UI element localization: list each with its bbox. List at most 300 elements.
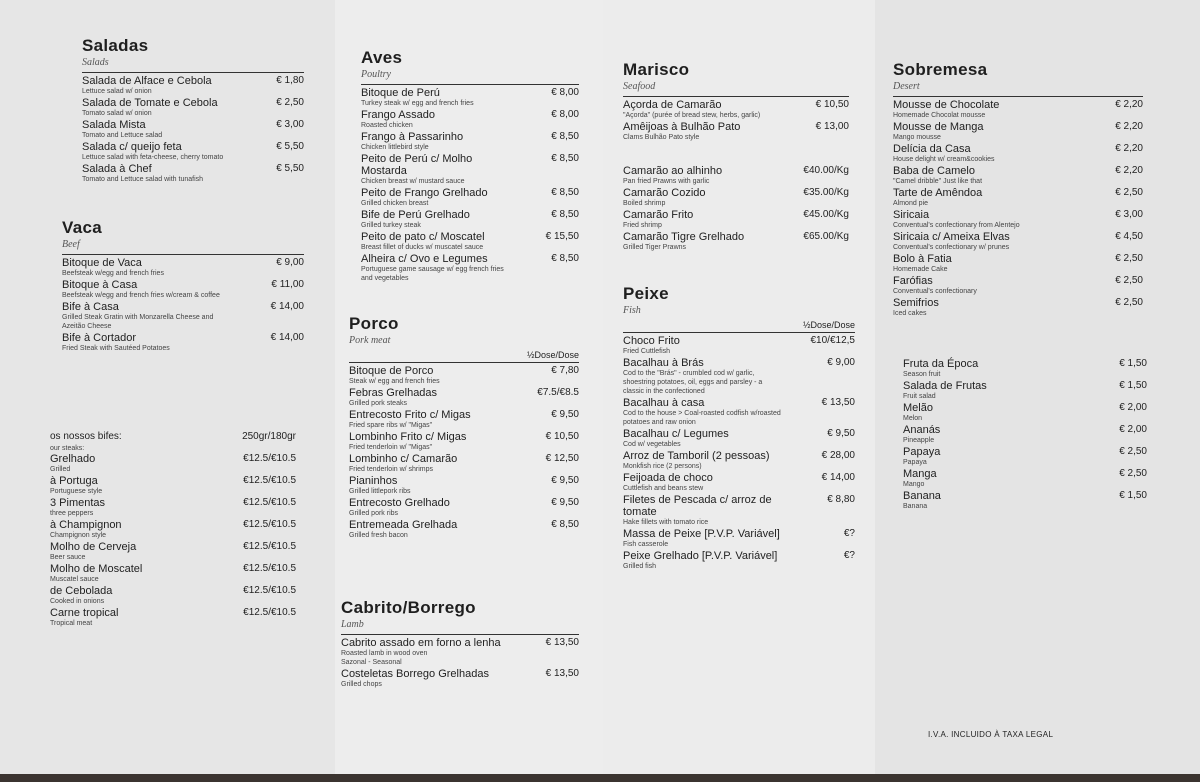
item-price: € 15,50 (545, 231, 579, 242)
item-price: €65.00/Kg (803, 231, 849, 242)
menu-item (50, 453, 296, 474)
item-description: Grilled (50, 466, 71, 473)
section-peixe (623, 284, 855, 572)
menu-item (361, 231, 579, 252)
item-price: €40.00/Kg (803, 165, 849, 176)
item-description: Roasted lamb in wood oven (341, 650, 428, 657)
item-description: Monkfish rice (2 persons) (623, 463, 702, 470)
menu-item (50, 607, 296, 628)
section-cabrito (341, 598, 579, 690)
item-name: Costeletas Borrego Grelhadas (341, 668, 489, 680)
item-description: Mango mousse (893, 134, 941, 141)
item-price: € 7,80 (551, 365, 579, 376)
item-price: € 8,50 (551, 253, 579, 264)
item-description: Turkey steak w/ egg and french fries (361, 100, 474, 107)
item-price: €12.5/€10.5 (243, 519, 296, 530)
menu-item (82, 163, 304, 184)
item-description: Mango (903, 481, 925, 488)
item-description: Beefsteak w/egg and french fries w/cream & coffee (62, 292, 220, 299)
item-description: Fish casserole (623, 541, 669, 548)
item-price: € 8,80 (827, 494, 855, 505)
item-name: Entremeada Grelhada (349, 519, 458, 531)
item-name: Manga (903, 468, 937, 480)
menu-item (361, 153, 579, 186)
item-description: Grilled fish (623, 563, 657, 570)
item-description: "Açorda" (purée of bread stew, herbs, garlic) (623, 112, 761, 119)
item-price: € 13,00 (815, 121, 849, 132)
section-bifes (50, 430, 296, 629)
menu-item (50, 563, 296, 584)
item-name: Salada c/ queijo feta (82, 141, 182, 153)
item-description: Almond pie (893, 200, 929, 207)
item-name: Farófias (893, 275, 933, 287)
section-title: Saladas (82, 36, 149, 55)
item-price: € 9,50 (551, 409, 579, 420)
item-price: €? (843, 528, 855, 539)
menu-panel-4 (875, 0, 1200, 782)
item-list (623, 335, 855, 571)
item-description: Conventual's confectionary (893, 288, 977, 295)
section-title: Porco (349, 314, 399, 333)
item-description: three peppers (50, 510, 94, 517)
item-name: Ananás (903, 424, 941, 436)
item-name: Peito de Perú c/ Molho Mostarda (361, 153, 473, 177)
item-name: Amêijoas à Bulhão Pato (623, 121, 741, 133)
item-name: Entrecosto Grelhado (349, 497, 450, 509)
item-description: Grilled chicken breast (361, 200, 429, 207)
item-price: € 9,50 (827, 428, 855, 439)
item-name: Lombinho c/ Camarão (349, 453, 458, 465)
menu-item (893, 209, 1143, 230)
item-name: Camarão Tigre Grelhado (623, 231, 745, 243)
tax-note-text: I.V.A. INCLUIDO À TAXA LEGAL (928, 730, 1054, 739)
section-title: Marisco (623, 60, 690, 79)
item-list (349, 365, 579, 540)
menu-item (623, 187, 849, 208)
item-name: Semifrios (893, 297, 939, 309)
menu-item (62, 332, 304, 353)
section-porco (349, 314, 579, 541)
item-name: à Portuga (50, 475, 98, 487)
item-description: Cod w/ vegetables (623, 441, 681, 448)
section-subtitle: Pork meat (349, 335, 391, 346)
divider (341, 634, 579, 635)
item-price: € 8,50 (551, 209, 579, 220)
item-description: Cod to the house > Coal-roasted codfish w/roasted potatoes and raw onion (623, 410, 781, 426)
menu-item (62, 301, 304, 331)
item-name: Camarão Frito (623, 209, 694, 221)
menu-item (349, 475, 579, 496)
menu-item (623, 165, 849, 186)
menu-item (623, 397, 855, 427)
item-price: € 3,00 (276, 119, 304, 130)
section-title: os nossos bifes: (50, 431, 122, 442)
item-name: Delícia da Casa (893, 143, 971, 155)
section-title: Cabrito/Borrego (341, 598, 476, 617)
menu-item (361, 187, 579, 208)
dose-header: ½Dose/Dose (526, 350, 579, 360)
item-price: € 1,50 (1119, 358, 1147, 369)
item-name: Bitoque de Vaca (62, 257, 142, 269)
menu-item (623, 494, 855, 527)
bifes-header (50, 430, 296, 444)
item-description: Cuttlefish and beans stew (623, 485, 704, 492)
menu-item (903, 468, 1147, 489)
item-price: € 2,50 (1115, 253, 1143, 264)
item-name: Camarão Cozido (623, 187, 706, 199)
menu-item (903, 490, 1147, 511)
item-description: Tomato and Lettuce salad (82, 132, 163, 139)
item-name: Salada de Alface e Cebola (82, 75, 212, 87)
item-description: Conventual's confectionary from Alentejo (893, 222, 1020, 229)
item-description: Grilled Steak Gratin with Monzarella Cheese and Azeitão Cheese (62, 314, 214, 330)
item-description: Pineapple (903, 437, 935, 444)
menu-item (50, 497, 296, 518)
menu-item (903, 424, 1147, 445)
item-price: € 14,00 (270, 301, 304, 312)
item-list (50, 453, 296, 628)
menu-item (893, 187, 1143, 208)
item-name: Bife à Casa (62, 301, 119, 313)
section-subtitle: Lamb (341, 619, 364, 630)
item-name: Bolo à Fatia (893, 253, 952, 265)
item-description: Portuguese game sausage w/ egg french fries and vegetables (361, 266, 504, 282)
item-name: Bacalhau c/ Legumes (623, 428, 729, 440)
item-list (361, 87, 579, 283)
item-description: Grilled chops (341, 681, 382, 688)
item-description: Tropical meat (50, 620, 93, 627)
item-name: Frango Assado (361, 109, 435, 121)
item-description: Fruit salad (903, 393, 936, 400)
item-price: €12.5/€10.5 (243, 475, 296, 486)
item-price: € 2,50 (1119, 446, 1147, 457)
item-description: Beefsteak w/egg and french fries (62, 270, 164, 277)
item-description: Homemade Cake (893, 266, 948, 273)
menu-item (361, 253, 579, 283)
menu-item (62, 279, 304, 300)
item-description: Steak w/ egg and french fries (349, 378, 440, 385)
menu-item (349, 431, 579, 452)
item-list (893, 99, 1143, 318)
item-price: €10/€12,5 (810, 335, 855, 346)
item-price: € 4,50 (1115, 231, 1143, 242)
menu-item (623, 99, 849, 120)
menu-item (903, 380, 1147, 401)
item-description: Grilled turkey steak (361, 222, 421, 229)
weights-label: 250gr/180gr (242, 431, 296, 442)
menu-item (623, 528, 855, 549)
section-aves (361, 48, 579, 284)
item-list (623, 99, 849, 252)
section-sobremesa (893, 60, 1143, 319)
item-list (341, 637, 579, 689)
menu-item (893, 121, 1143, 142)
item-name: Feijoada de choco (623, 472, 713, 484)
item-name: Peito de pato c/ Moscatel (361, 231, 485, 243)
item-price: € 2,50 (276, 97, 304, 108)
tax-note (928, 730, 1053, 739)
menu-panel-3 (603, 0, 875, 782)
section-subtitle: our steaks: (50, 445, 85, 452)
item-price: € 9,00 (276, 257, 304, 268)
item-name: Filetes de Pescada c/ arroz de tomate (623, 494, 772, 518)
item-price: € 9,50 (551, 475, 579, 486)
item-price: € 10,50 (545, 431, 579, 442)
item-name: Siricaia (893, 209, 930, 221)
item-price: € 2,20 (1115, 143, 1143, 154)
menu-item (82, 119, 304, 140)
menu-item (903, 358, 1147, 379)
item-description: Grilled littlepork ribs (349, 488, 411, 495)
menu-item (623, 121, 849, 142)
menu-item (893, 297, 1143, 318)
divider (62, 254, 304, 255)
item-name: Camarão ao alhinho (623, 165, 723, 177)
item-description: "Camel dribble" Just like that (893, 178, 983, 185)
menu-item (893, 99, 1143, 120)
menu-item (903, 402, 1147, 423)
item-name: Molho de Moscatel (50, 563, 143, 575)
item-name: Baba de Camelo (893, 165, 975, 177)
item-description: House delight w/ cream&cookies (893, 156, 995, 163)
menu-item (341, 637, 579, 667)
item-description: Grilled pork steaks (349, 400, 407, 407)
menu-item (349, 365, 579, 386)
menu-item (82, 141, 304, 162)
item-name: Lombinho Frito c/ Migas (349, 431, 467, 443)
menu-item (623, 209, 849, 230)
menu-item (903, 446, 1147, 467)
item-name: Choco Frito (623, 335, 680, 347)
item-price: € 12,50 (545, 453, 579, 464)
divider (349, 362, 579, 363)
item-description: Pan fried Prawns with garlic (623, 178, 710, 185)
item-description: Champignon style (50, 532, 107, 539)
item-description: Roasted chicken (361, 122, 413, 129)
item-price: € 1,50 (1119, 490, 1147, 501)
item-name: Peito de Frango Grelhado (361, 187, 488, 199)
item-description: Fried tenderloin w/ "Migas" (349, 444, 433, 451)
divider (82, 72, 304, 73)
item-price: € 2,00 (1119, 402, 1147, 413)
menu-item (349, 387, 579, 408)
item-description: Conventual's confectionary w/ prunes (893, 244, 1010, 251)
item-description: Clams Bulhão Pato style (623, 134, 700, 141)
item-price: €12.5/€10.5 (243, 497, 296, 508)
item-description: Season fruit (903, 371, 941, 378)
item-description: Cooked in onions (50, 598, 105, 605)
dose-header: ½Dose/Dose (802, 320, 855, 330)
section-subtitle: Beef (62, 239, 80, 250)
item-price: € 8,50 (551, 187, 579, 198)
item-name: Febras Grelhadas (349, 387, 438, 399)
section-title: Peixe (623, 284, 669, 303)
item-name: Salada de Tomate e Cebola (82, 97, 218, 109)
item-name: Mousse de Manga (893, 121, 984, 133)
item-price: € 5,50 (276, 163, 304, 174)
item-name: Papaya (903, 446, 941, 458)
item-price: € 9,00 (827, 357, 855, 368)
item-name: Alheira c/ Ovo e Legumes (361, 253, 488, 265)
item-price: €12.5/€10.5 (243, 563, 296, 574)
item-price: € 2,50 (1115, 297, 1143, 308)
item-description: Fried Steak with Sautéed Potatoes (62, 345, 170, 352)
item-price: € 2,50 (1119, 468, 1147, 479)
menu-item (50, 475, 296, 496)
item-name: Salada à Chef (82, 163, 152, 175)
item-price: € 8,00 (551, 109, 579, 120)
item-price: € 8,50 (551, 131, 579, 142)
item-price: €12.5/€10.5 (243, 607, 296, 618)
item-price: €45.00/Kg (803, 209, 849, 220)
item-name: Frango à Passarinho (361, 131, 464, 143)
item-description: Tomato and Lettuce salad with tunafish (82, 176, 204, 183)
menu-item (893, 143, 1143, 164)
menu-item (349, 497, 579, 518)
section-saladas (82, 36, 304, 185)
menu-item (349, 453, 579, 474)
item-price: € 13,50 (545, 637, 579, 648)
item-description: Tomato salad w/ onion (82, 110, 152, 117)
item-price: €12.5/€10.5 (243, 541, 296, 552)
menu-item (623, 472, 855, 493)
menu-item (623, 450, 855, 471)
divider (623, 332, 855, 333)
item-price: € 2,20 (1115, 165, 1143, 176)
section-title: Aves (361, 48, 403, 67)
menu-item (893, 165, 1143, 186)
item-description: Muscatel sauce (50, 576, 99, 583)
item-name: Melão (903, 402, 933, 414)
item-description: Hake fillets with tomato rice (623, 519, 709, 526)
item-name: Bacalhau à Brás (623, 357, 704, 369)
menu-panel-2 (335, 0, 603, 782)
menu-item (361, 209, 579, 230)
item-price: € 2,00 (1119, 424, 1147, 435)
divider (623, 96, 849, 97)
menu-item (349, 409, 579, 430)
menu-item (50, 541, 296, 562)
item-price: € 2,50 (1115, 187, 1143, 198)
item-name: Bitoque de Perú (361, 87, 440, 99)
item-name: Açorda de Camarão (623, 99, 722, 111)
item-name: Grelhado (50, 453, 96, 465)
menu-item (361, 109, 579, 130)
item-description: Fried spare ribs w/ "Migas" (349, 422, 433, 429)
item-name: Siricaia c/ Ameixa Elvas (893, 231, 1010, 243)
item-price: € 2,20 (1115, 99, 1143, 110)
item-price: €? (843, 550, 855, 561)
item-name: Tarte de Amêndoa (893, 187, 983, 199)
section-subtitle: Fish (623, 305, 641, 316)
item-name: Massa de Peixe [P.V.P. Variável] (623, 528, 780, 540)
item-name: Entrecosto Frito c/ Migas (349, 409, 471, 421)
item-name: Mousse de Chocolate (893, 99, 1000, 111)
item-price: € 2,50 (1115, 275, 1143, 286)
item-list (62, 257, 304, 353)
item-price: € 5,50 (276, 141, 304, 152)
item-name: Pianinhos (349, 475, 398, 487)
item-description: Grilled pork ribs (349, 510, 399, 517)
item-name: Bife à Cortador (62, 332, 136, 344)
item-description: Fried shrimp (623, 222, 662, 229)
menu-item (623, 550, 855, 571)
item-price: € 13,50 (821, 397, 855, 408)
section-title: Sobremesa (893, 60, 988, 79)
section-marisco (623, 60, 849, 253)
item-description: Banana (903, 503, 928, 510)
item-price: € 28,00 (821, 450, 855, 461)
item-name: Salada Mista (82, 119, 146, 131)
item-description: Papaya (903, 459, 927, 466)
item-name: Fruta da Época (903, 358, 979, 370)
menu-item (361, 87, 579, 108)
item-name: Banana (903, 490, 941, 502)
item-price: € 9,50 (551, 497, 579, 508)
item-description: Grilled fresh bacon (349, 532, 408, 539)
item-price: € 1,50 (1119, 380, 1147, 391)
item-description: Iced cakes (893, 310, 927, 317)
item-description: Fried Cuttlefish (623, 348, 671, 355)
item-description: Chicken littlebird style (361, 144, 429, 151)
item-price: € 13,50 (545, 668, 579, 679)
ticker-strip (0, 774, 1200, 782)
item-name: Bitoque de Porco (349, 365, 434, 377)
item-list (903, 358, 1147, 511)
item-price: €35.00/Kg (803, 187, 849, 198)
menu-item (50, 585, 296, 606)
menu-item (623, 335, 855, 356)
menu-item (893, 253, 1143, 274)
menu-item (62, 257, 304, 278)
item-price: € 8,00 (551, 87, 579, 98)
divider (893, 96, 1143, 97)
menu-item (82, 75, 304, 96)
item-name: Carne tropical (50, 607, 119, 619)
item-price: € 8,50 (551, 519, 579, 530)
item-name: Bitoque à Casa (62, 279, 138, 291)
item-name: Molho de Cerveja (50, 541, 137, 553)
menu-item (623, 357, 855, 396)
menu-panel-1 (0, 0, 335, 782)
item-note: Sazonal - Seasonal (341, 659, 402, 666)
item-price: €7.5/€8.5 (537, 387, 579, 398)
item-description: Beer sauce (50, 554, 86, 561)
item-description: Cod to the "Brás" - crumbled cod w/ garlic, shoestring potatoes, oil, eggs and parsley - a classic in the confectioned (623, 370, 763, 395)
section-subtitle: Poultry (361, 69, 391, 80)
item-description: Fried tenderloin w/ shrimps (349, 466, 434, 473)
divider (361, 84, 579, 85)
section-subtitle: Salads (82, 57, 109, 68)
menu-item (623, 428, 855, 449)
section-subtitle: Desert (893, 81, 920, 92)
menu-item (349, 519, 579, 540)
section-subtitle: Seafood (623, 81, 656, 92)
item-price: € 10,50 (815, 99, 849, 110)
item-price: € 11,00 (271, 279, 304, 290)
item-name: de Cebolada (50, 585, 113, 597)
menu-item (341, 668, 579, 689)
menu-item (361, 131, 579, 152)
menu-item (893, 275, 1143, 296)
item-name: Cabrito assado em forno a lenha (341, 637, 501, 649)
item-name: Salada de Frutas (903, 380, 987, 392)
item-price: € 2,20 (1115, 121, 1143, 132)
item-description: Lettuce salad w/ onion (82, 88, 152, 95)
item-name: Bife de Perú Grelhado (361, 209, 470, 221)
item-price: € 8,50 (551, 153, 579, 164)
item-price: € 3,00 (1115, 209, 1143, 220)
